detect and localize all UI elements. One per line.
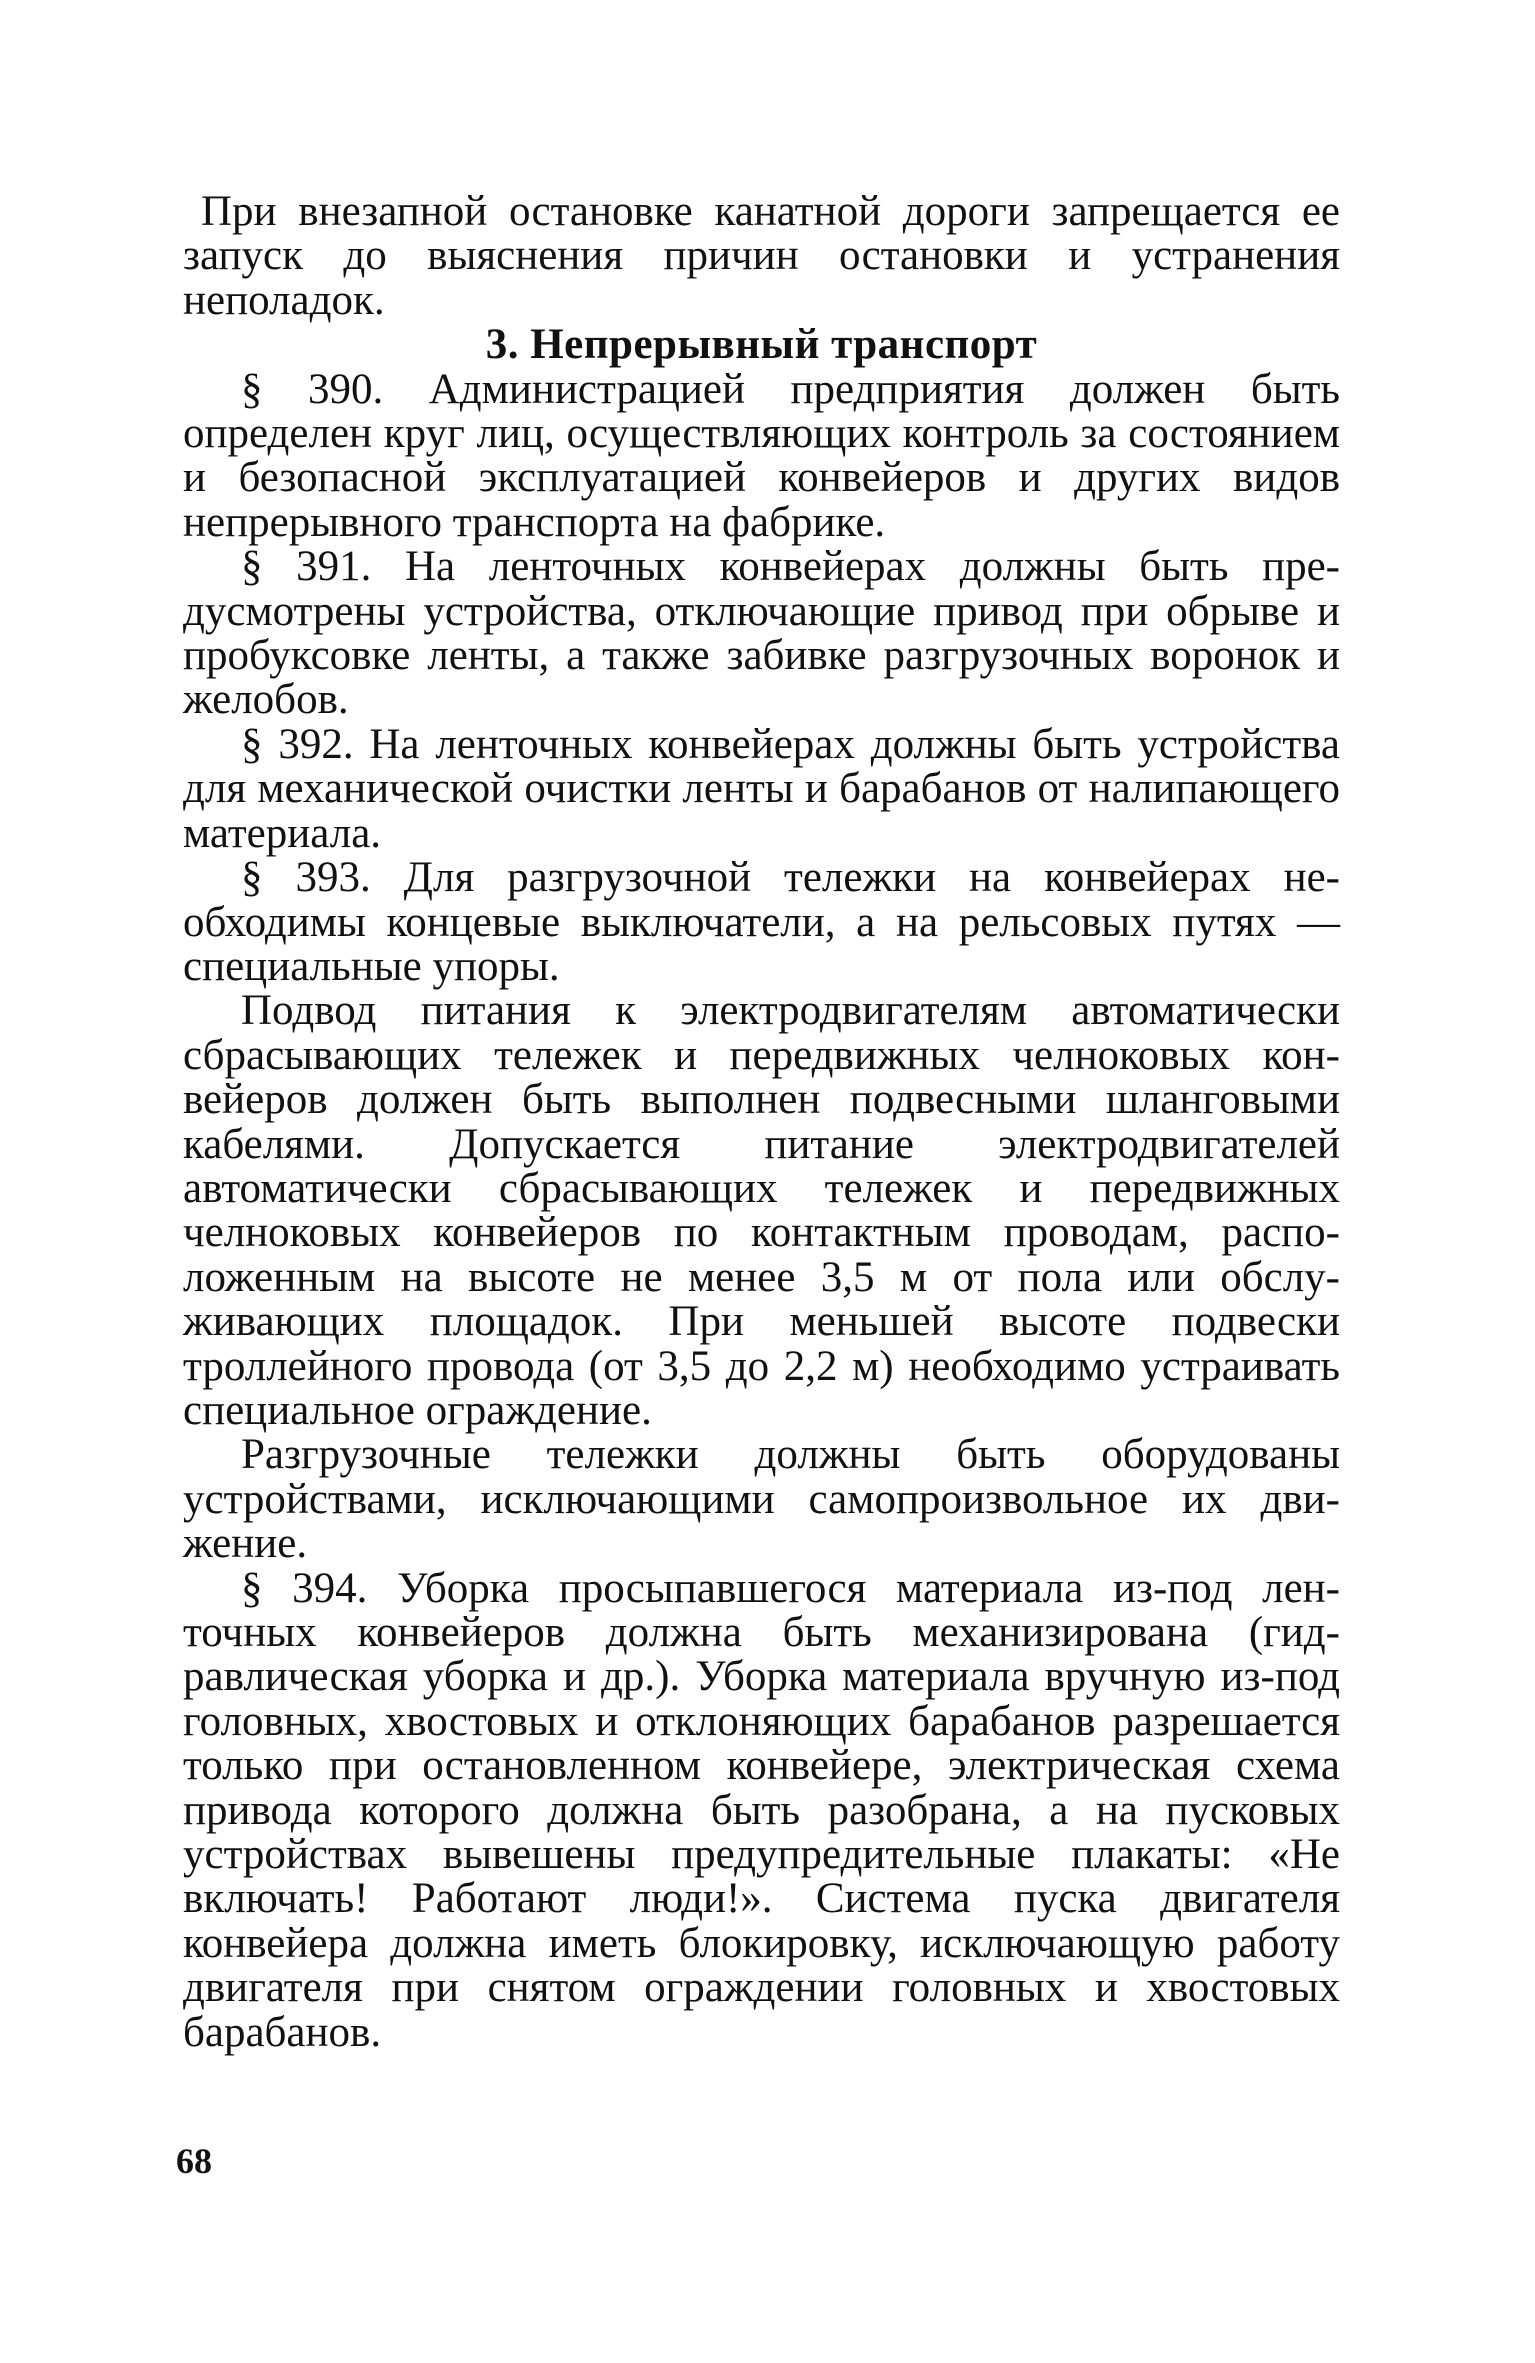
page-body (183, 190, 1340, 2055)
page-number: 68 (176, 2141, 212, 2181)
paragraph-intro: При внезапной остановке канатной дороги запрещается ее запуск до выяснения причин остановки и устранения неполадок. (183, 188, 1340, 324)
paragraph-392: § 392. На ленточных конвейерах должны быть устройства для механической очистки ленты и барабанов от налипающего материала. (183, 720, 1340, 857)
section-heading: 3. Непрерывный транспорт (485, 321, 1038, 369)
paragraph-391: § 391. На ленточных конвейерах должны быть предусмотрены устройства, отключающие привод при обрыве и пробуксовке ленты, а также забивке разгрузочных воронок и желобов. (183, 543, 1340, 724)
paragraph-power-supply: Подвод питания к электродвигателям автоматически сбрасывающих тележек и передвижных челноковых конвейеров должен быть выполнен подвесными шланговыми кабелями. Допускается питание электродвигателей автоматически сбрасывающих тележек и передвижных челноковых конвейеров по контактным проводам, расположенным на высоте не менее 3,5 м от пола или обслуживающих площадок. При меньшей высоте подвески троллейного провода (от 3,5 до 2,2 м) необходимо устраивать специальное ограждение. (183, 987, 1340, 1434)
paragraph-unloading-carts: Разгрузочные тележки должны быть оборудованы устройствами, исключающими самопроизвольное их движение. (183, 1431, 1340, 1568)
paragraph-394: § 394. Уборка просыпавшегося материала из-под ленточных конвейеров должна быть механизирована (гидравлическая уборка и др.). Уборка материала вручную из-под головных, хвостовых и отклоняющих барабанов разрешается только при остановленном конвейере, электрическая схема привода которого должна быть разобрана, а на пусковых устройствах вывешены предупредительные плакаты: «Не включать! Работают люди!». Система пуска двигателя конвейера должна иметь блокировку, исключающую работу двигателя при снятом ограждении головных и хвостовых барабанов. (183, 1564, 1340, 2056)
paragraph-393: § 393. Для разгрузочной тележки на конвейерах необходимы концевые выключатели, а на рельсовых путях — специальные упоры. (183, 854, 1340, 990)
paragraph-390: § 390. Администрацией предприятия должен быть определен круг лиц, осуществляющих контроль за состоянием и безопасной эксплуатацией конвейеров и других видов непрерывного транспорта на фабрике. (183, 365, 1340, 546)
